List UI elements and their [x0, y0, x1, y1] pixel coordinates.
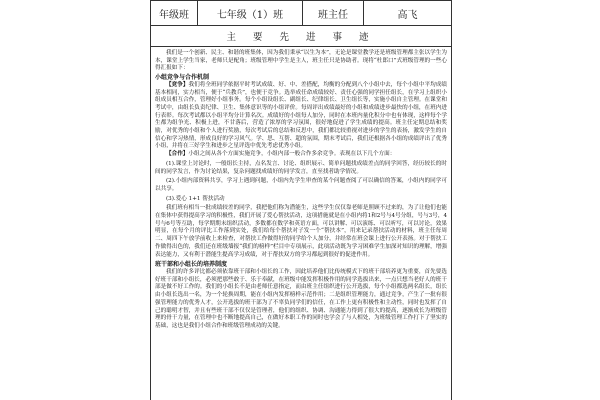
competition-paragraph	[155, 82, 447, 151]
intro-paragraph: 我们是一个创新、民主、和谐的班集体，因为我们秉承“以生为本”，无论是课堂教学还是班级管理都主张以学生为本，课堂上学生当家，老师只是配角；班级管理中学生是主人，班主任只是协助者。现将“杜郎口”式班级管理的一些心得汇报如下：	[155, 50, 447, 72]
cadre-paragraph: 我们的许多评比都必须依靠班干部和小组长的工作，因此培养他们比传统模式下的班干部培养更为重要，首先要选好班干部和小组长，必须把那些敢于、乐于奉献，在班级中能发挥积极作用的同学选拔出来，一点只想当老好人的班干部是做不好工作的。我们的小组长不是由老师任意指定，而由班主任组织进行公开选拔，每个小组都选两名组长，组长由小组长选出一名，为一个轮换周期，能在小组内发挥榜样示范作用；二是组织管理能力，通过竞争，产生了一批有很强管理能力的优秀人才，公开选拔的班干部为了不辜负同学们的信任，在工作上更有积极性和主动性，同时也发挥了自己的聪明才智，并且有些班干部不仅仅是管理者，他们的组织、协调、沟通能力得到了很大的提高，逐渐成长为班级管理的骨干力量，在管理中也不断地提高自己，在做好本职工作的同时也学会了与人相处，为班级管理工作打下了坚实的基础，这也是我们小组合作和班级管理成功的关键。	[155, 268, 447, 329]
award-form	[150, 0, 452, 400]
document-body	[151, 47, 451, 331]
cooperation-tag: 【合作】	[166, 151, 189, 158]
grade-label: 年级班	[151, 1, 198, 25]
list-item-2: (2).小组内部资料共享，学习上遇到问题，小组内先学生审查的某个问题查阅了可以确信的答案，小组内的同学可以共享。	[155, 178, 447, 192]
cooperation-paragraph	[155, 151, 447, 159]
mentoring-paragraph: 我们班有相当一批成绩较差的同学，我把他们称为潜能生，这些学生仅仅靠老师是照顾不过来的，为了让他们也能在集体中获得提高学习的积极性，我们开展了爱心帮扶活动，这项措施就是在小组内将1和2号与4号分组，号与3号，4号与6号等互助，每学期期末组织活动，多数都在数学和英语方面，可以讲解、可以演练、可以听写，可以讨论，效果明显，在每个月的评比工作落到实处，我们给每个帮扶对子发一个“帮扶本”，用来记录帮扶活动的材料，班主任每周二、周四下午放学前收上来检查，对帮扶工作做得好的同学给个人加分，并经常在班会课上进行公开表扬。对于帮扶工作做得出色的，我们还在班级墙报“我们的榜样”栏目中专项展示，此项活动既为学习困难学生加深对知识的理解，增强表达能力，又有利于潜能生提高学习成绩，对于帮扶双方的学习都起到很好的促进作用。	[155, 205, 447, 258]
list-item-3: (3).爱心 1+1 帮扶活动	[166, 195, 225, 202]
competition-tag: 【竞争】	[166, 81, 189, 88]
competition-text: 我们将全班同学依据平时考试成绩、好、中、差搭配，均衡的分配到八个小组中去，每个小组中平均成绩基本相同，实力相当，便于“兵教兵”，也便于竞争。选举成任命成绩较好、责任心强的同学担任组长，在学习上组织小组成员相互合作，管理好小组事务。每个小组设组长、副组长、纪律组长、卫生组长等，实施小组自主管理。在课堂和考试中，由组长负责纪律、卫生、集体意识等的小组评价。每周评出成绩最好的小组和成绩进步最快的小组，在班内进行表彰。每次考试都以小组平均分计算名次。成绩好的小组每人加分，同时在本班内量化积分中也有体现，这样每个学生都为组争光、积极上进，不甘落后，营造了浓厚的学习氛围，很好地促进了学生成绩的提高。班主任定期总结和奖励，对优秀的小组和个人进行奖励，每次考试后的总结和反思中，我们都比较重视对进步的学生的表扬，激发学生的自信心和学习热情，形成良好的学习风气。学、思、互帮、超的氛围，期末考试后，我们还根据各小组的成绩评出了优秀小组，并将在三好学生和进步之星评选中优先考虑优秀小组。	[155, 81, 447, 150]
teacher-label: 班主任	[303, 1, 364, 25]
header-row	[151, 0, 451, 26]
section-heading-cadre: 班干部和小组长的培养制度	[155, 261, 228, 269]
section-title: 主 要 先 进 事 迹	[151, 26, 451, 47]
teacher-value: 高飞	[397, 9, 418, 21]
list-item-1: (1).课堂上讨论时，一般组长主持，点名发言、讨论、组织展示、简单问题找成绩差点的同学回答，经历较长的时间的同学发言，作为讨论结果，复杂问题找成绩好的同学发言，直至找者助学情况。	[155, 160, 447, 175]
section-heading-competition: 小组竞争与合作机制	[155, 74, 210, 82]
grade-value: 七年级（1）班	[198, 1, 303, 25]
cooperation-text: 小组之间从各个方面实施竞争，小组内部一般合作多余竞争。表现在以下几个方面：	[188, 151, 396, 158]
